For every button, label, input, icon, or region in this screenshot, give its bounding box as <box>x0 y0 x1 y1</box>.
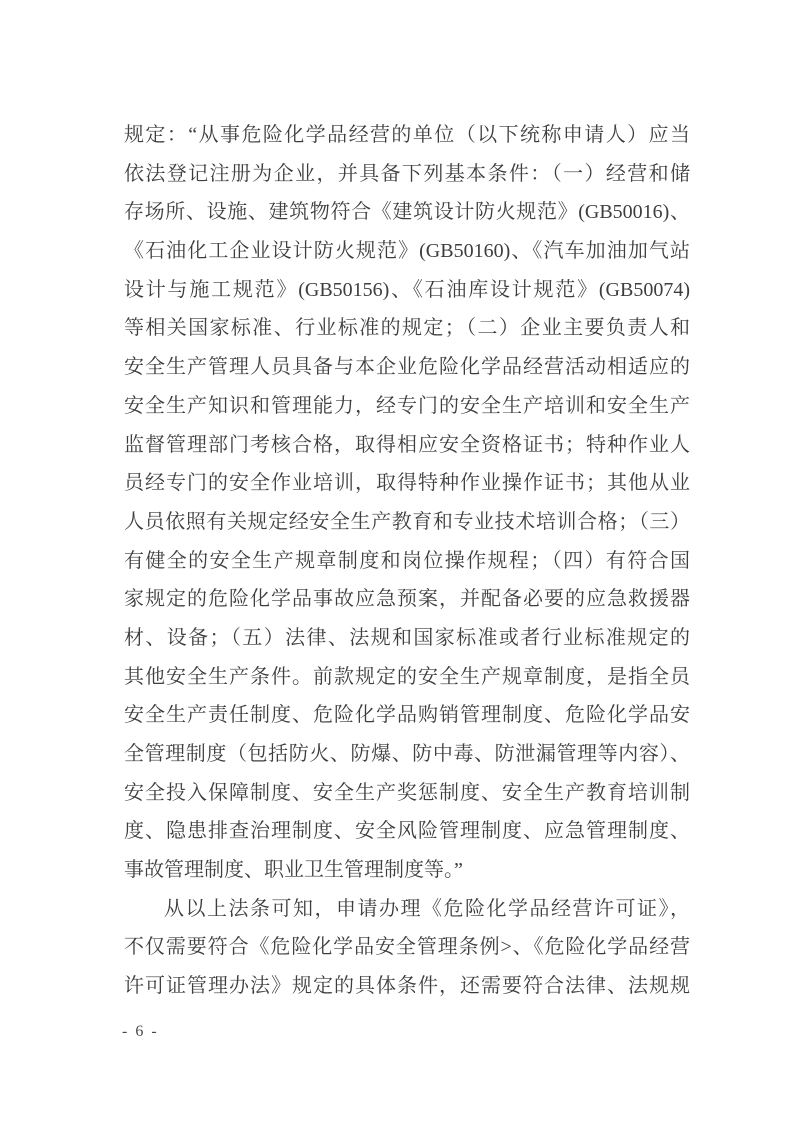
text-line: 设计与施工规范》(GB50156)、《石油库设计规范》(GB50074) <box>124 278 690 301</box>
text-line: 安全生产管理人员具备与本企业危险化学品经营活动相适应的 <box>124 356 690 379</box>
text-line: 《石油化工企业设计防火规范》(GB50160)、《汽车加油加气站 <box>124 240 690 263</box>
text-line: 全管理制度（包括防火、防爆、防中毒、防泄漏管理等内容）、 <box>124 743 690 765</box>
text-line: 事故管理制度、职业卫生管理制度等。” <box>124 859 463 882</box>
text-line: 等相关国家标准、行业标准的规定；（二）企业主要负责人和 <box>124 317 690 340</box>
body-text <box>124 116 690 1006</box>
page-number: - 6 - <box>122 1023 159 1040</box>
text-line: 许可证管理办法》规定的具体条件，还需要符合法律、法规规 <box>124 975 690 998</box>
text-line: 安全生产知识和管理能力，经专门的安全生产培训和安全生产 <box>124 394 690 417</box>
text-line: 监督管理部门考核合格，取得相应安全资格证书；特种作业人 <box>124 433 690 456</box>
text-line: 安全投入保障制度、安全生产奖惩制度、安全生产教育培训制 <box>124 781 690 804</box>
text-line: 安全生产责任制度、危险化学品购销管理制度、危险化学品安 <box>124 704 690 727</box>
text-line: 依法登记注册为企业，并具备下列基本条件：（一）经营和储 <box>124 162 690 185</box>
text-line: 人员依照有关规定经安全生产教育和专业技术培训合格；（三） <box>124 510 690 533</box>
text-line: 不仅需要符合《危险化学品安全管理条例>、《危险化学品经营 <box>124 936 690 959</box>
text-line: 存场所、设施、建筑物符合《建筑设计防火规范》(GB50016)、 <box>124 201 690 224</box>
text-line: 规定：“从事危险化学品经营的单位（以下统称申请人）应当 <box>124 124 690 146</box>
text-line: 员经专门的安全作业培训，取得特种作业操作证书；其他从业 <box>124 472 690 495</box>
text-line: 材、设备；（五）法律、法规和国家标准或者行业标准规定的 <box>124 626 690 649</box>
text-line: 度、隐患排查治理制度、安全风险管理制度、应急管理制度、 <box>124 820 690 843</box>
text-line: 从以上法条可知，申请办理《危险化学品经营许可证》， <box>164 897 690 920</box>
text-line: 其他安全生产条件。前款规定的安全生产规章制度，是指全员 <box>124 665 690 688</box>
text-line: 有健全的安全生产规章制度和岗位操作规程；（四）有符合国 <box>124 549 690 572</box>
text-line: 家规定的危险化学品事故应急预案，并配备必要的应急救援器 <box>124 588 690 611</box>
